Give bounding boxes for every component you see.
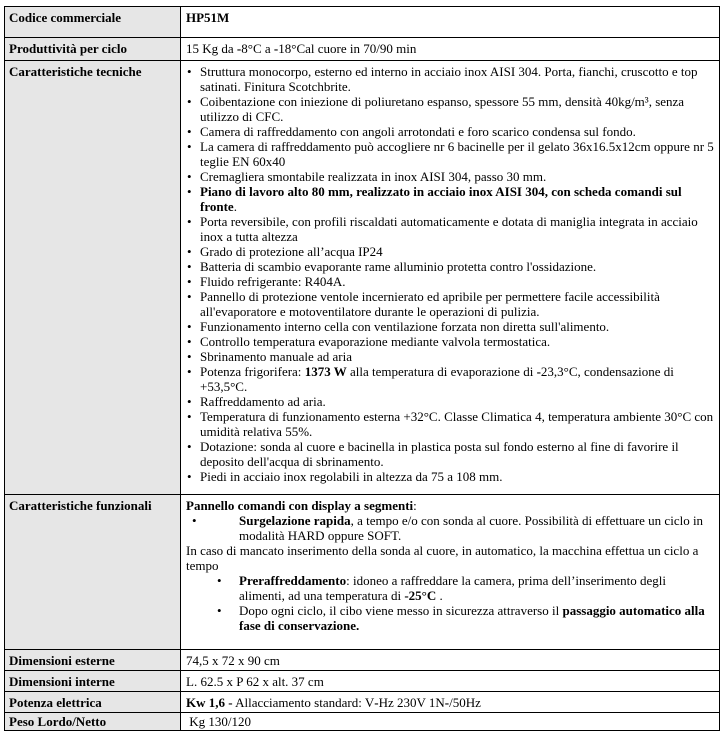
dopo-ciclo-item: • Dopo ogni ciclo, il cibo viene messo in sicurezza attraverso il passaggio automatico alla fase di conservazione.	[217, 603, 705, 633]
tech-item: • Batteria di scambio evaporante rame alluminio protetta contro l'ossidazione.	[186, 259, 714, 274]
row-codice	[5, 7, 720, 38]
tech-item: • Funzionamento interno cella con ventilazione forzata non diretta sull'alimento.	[186, 319, 714, 334]
row-caratteristiche-funzionali	[5, 495, 720, 650]
tech-item: • Piedi in acciaio inox regolabili in altezza da 75 a 108 mm.	[186, 469, 714, 484]
value-dim-interne: L. 62.5 x P 62 x alt. 37 cm	[181, 671, 720, 692]
tech-item: • Porta reversibile, con profili riscaldati automaticamente e dotata di maniglia integrata in acciaio inox a tutta altezza	[186, 214, 714, 244]
surgelazione-item: • Surgelazione rapida, a tempo e/o con sonda al cuore. Possibilità di effettuare un ciclo in modalità HARD oppure SOFT.	[192, 513, 704, 543]
tech-list	[186, 64, 714, 484]
prod-minus-2: -	[273, 41, 279, 56]
label-codice: Codice commerciale	[5, 7, 181, 38]
row-peso	[5, 713, 720, 731]
prod-text-c: 8°C a	[241, 41, 274, 56]
row-potenza-elettrica	[5, 692, 720, 713]
tech-item: • Dotazione: sonda al cuore e bacinella in plastica posta sul fondo esterno al fine di favorire il deposito dell'acqua di sbrinamento.	[186, 439, 714, 469]
tech-item: • Struttura monocorpo, esterno ed interno in acciaio inox AISI 304. Porta, fianchi, cruscotto e top satinati. Finitura Scotchbrite.	[186, 64, 714, 94]
tech-item: • La camera di raffreddamento può accogliere nr 6 bacinelle per il gelato 36x16.5x12cm oppure nr 5 teglie EN 60x40	[186, 139, 714, 169]
tech-item: • Potenza frigorifera: 1373 W alla temperatura di evaporazione di -23,3°C, condensazione di +53,5°C.	[186, 364, 714, 394]
spec-table	[4, 6, 720, 731]
tech-item: • Piano di lavoro alto 80 mm, realizzato in acciaio inox AISI 304, con scheda comandi sul fronte.	[186, 184, 714, 214]
tech-item: • Sbrinamento manuale ad aria	[186, 349, 714, 364]
preraffreddamento-item: • Preraffreddamento: idoneo a raffreddare la camera, prima dell’inserimento degli alimenti, ad una temperatura di -25°C .	[217, 573, 667, 603]
row-caratteristiche-tecniche	[5, 61, 720, 495]
row-dimensioni-esterne	[5, 650, 720, 671]
prod-text-a: 15 Kg da	[186, 41, 237, 56]
value-produttivita	[181, 38, 720, 61]
tech-item: • Raffreddamento ad aria.	[186, 394, 714, 409]
label-tecniche: Caratteristiche tecniche	[5, 61, 181, 495]
tech-item: • Cremagliera smontabile realizzata in inox AISI 304, passo 30 mm.	[186, 169, 714, 184]
prod-minus-1: -	[236, 41, 242, 56]
label-dim-interne: Dimensioni interne	[5, 671, 181, 692]
value-potenza: Kw 1,6 - Allacciamento standard: V-Hz 230V 1N-/50Hz	[181, 692, 720, 713]
value-funzionali	[181, 495, 720, 650]
tech-item: • Coibentazione con iniezione di poliuretano espanso, spessore 55 mm, densità 40kg/m³, senza utilizzo di CFC.	[186, 94, 714, 124]
tech-item: • Fluido refrigerante: R404A.	[186, 274, 714, 289]
tech-item: • Controllo temperatura evaporazione mediante valvola termostatica.	[186, 334, 714, 349]
label-funzionali: Caratteristiche funzionali	[5, 495, 181, 650]
tech-item: • Grado di protezione all’acqua IP24	[186, 244, 714, 259]
prod-text-e: 18°Cal cuore in 70/90 min	[278, 41, 417, 56]
label-potenza: Potenza elettrica	[5, 692, 181, 713]
missing-probe-text: In caso di mancato inserimento della sonda al cuore, in automatico, la macchina effettua un ciclo a tempo	[186, 543, 699, 573]
value-tecniche	[181, 61, 720, 495]
tech-item: • Pannello di protezione ventole incernierato ed apribile per permettere facile accessibilità all'evaporatore e motoventilatore durante le operazioni di pulizia.	[186, 289, 714, 319]
value-codice: HP51M	[181, 7, 720, 38]
label-produttivita: Produttività per ciclo	[5, 38, 181, 61]
label-dim-esterne: Dimensioni esterne	[5, 650, 181, 671]
label-peso: Peso Lordo/Netto	[5, 713, 181, 731]
value-dim-esterne: 74,5 x 72 x 90 cm	[181, 650, 720, 671]
row-dimensioni-interne	[5, 671, 720, 692]
row-produttivita	[5, 38, 720, 61]
tech-item: • Temperatura di funzionamento esterna +32°C. Classe Climatica 4, temperatura ambiente 30°C con umidità relativa 55%.	[186, 409, 714, 439]
value-peso: Kg 130/120	[181, 713, 720, 731]
tech-item: • Camera di raffreddamento con angoli arrotondati e foro scarico condensa sul fondo.	[186, 124, 714, 139]
panel-line: Pannello comandi con display a segmenti:	[186, 498, 417, 513]
